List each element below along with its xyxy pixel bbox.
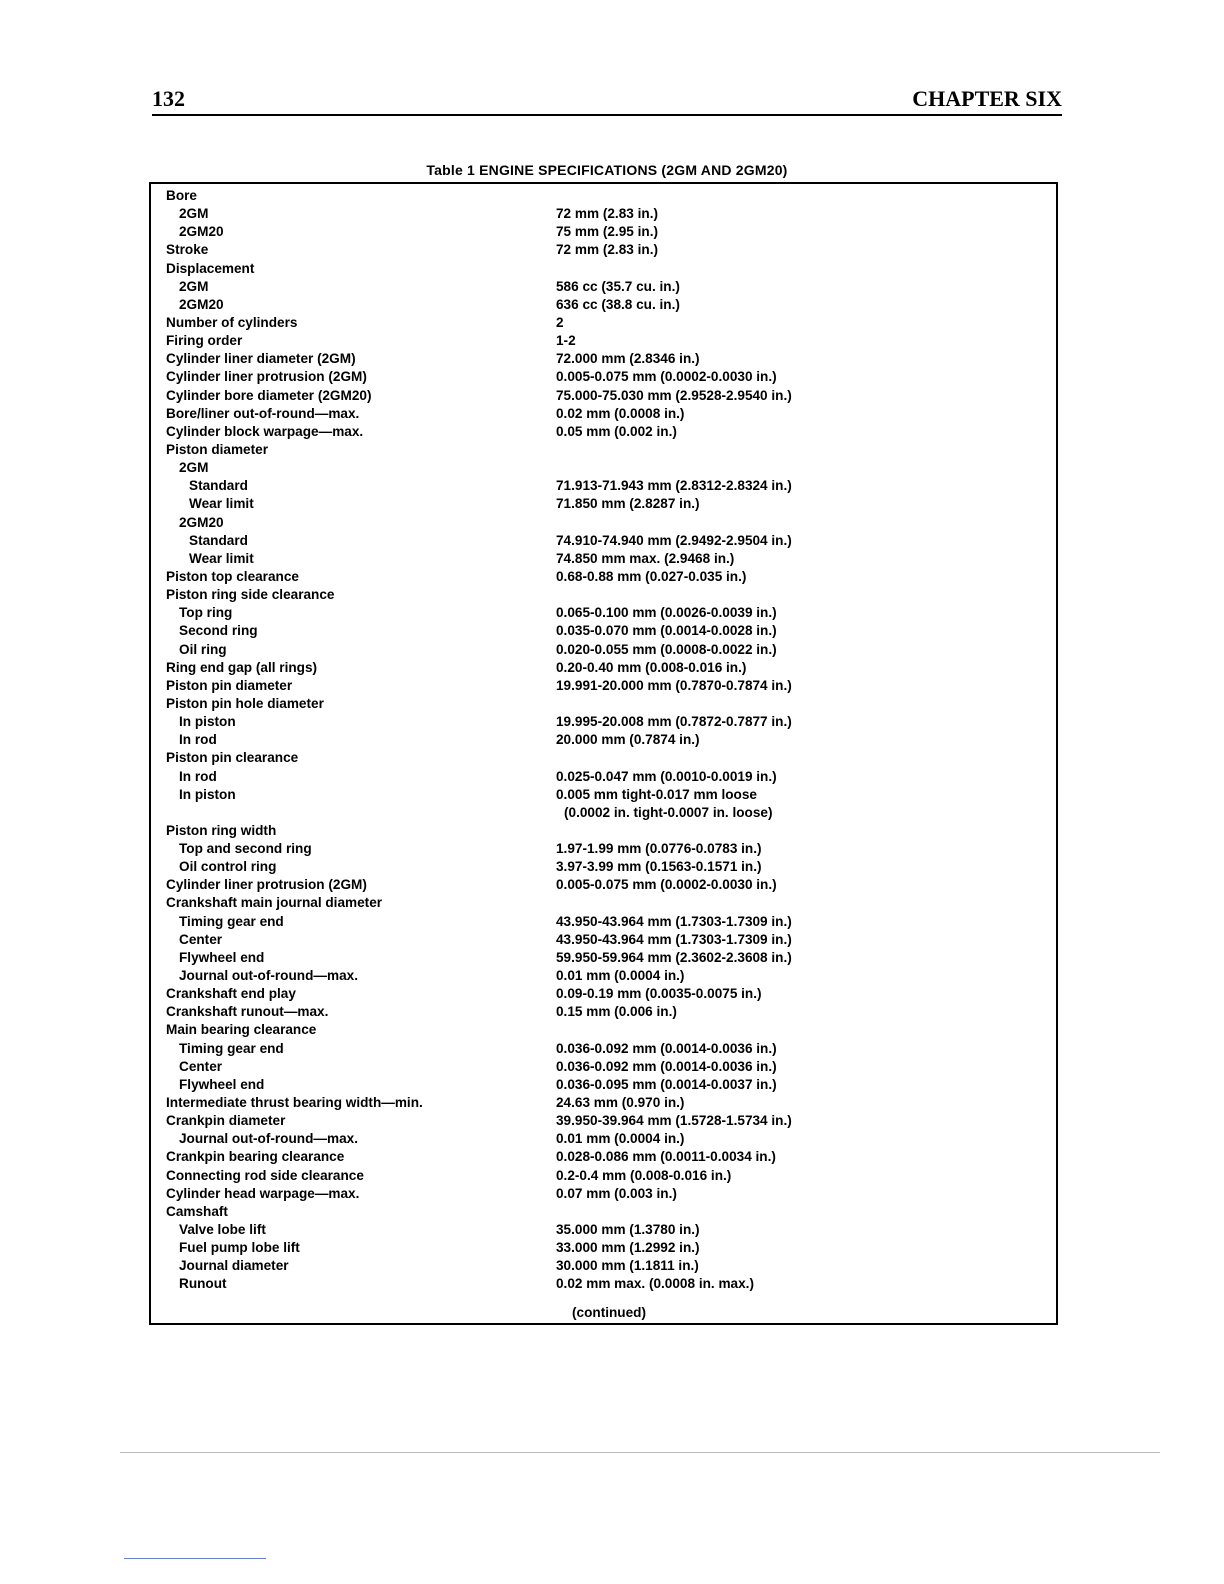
table-row — [166, 641, 1046, 659]
table-row — [166, 985, 1046, 1003]
table-row — [166, 840, 1046, 858]
table-row — [166, 931, 1046, 949]
spec-value: 35.000 mm (1.3780 in.) — [556, 1222, 700, 1238]
table-row — [166, 332, 1046, 350]
table-row — [166, 1112, 1046, 1130]
spec-value: 586 cc (35.7 cu. in.) — [556, 278, 680, 294]
spec-label: Cylinder liner protrusion (2GM) — [166, 369, 367, 385]
spec-value: 0.036-0.092 mm (0.0014-0.0036 in.) — [556, 1040, 777, 1056]
page-number: 132 — [152, 86, 185, 111]
table-row — [166, 731, 1046, 749]
spec-label: Displacement — [166, 260, 255, 276]
spec-label: Oil ring — [179, 641, 227, 657]
spec-value: 0.01 mm (0.0004 in.) — [556, 1131, 685, 1147]
table-row — [166, 586, 1046, 604]
table-row — [166, 768, 1046, 786]
chapter-title: CHAPTER SIX — [912, 86, 1062, 111]
spec-value: 20.000 mm (0.7874 in.) — [556, 732, 700, 748]
table-row — [166, 1257, 1046, 1275]
table-row — [166, 1203, 1046, 1221]
spec-value: 0.02 mm (0.0008 in.) — [556, 405, 685, 421]
table-row — [166, 949, 1046, 967]
spec-value: (0.0002 in. tight-0.0007 in. loose) — [564, 804, 773, 820]
spec-value: 39.950-39.964 mm (1.5728-1.5734 in.) — [556, 1113, 792, 1129]
spec-value: 0.005 mm tight-0.017 mm loose — [556, 786, 757, 802]
spec-value: 0.020-0.055 mm (0.0008-0.0022 in.) — [556, 641, 777, 657]
spec-label: Journal diameter — [179, 1258, 289, 1274]
spec-value: 24.63 mm (0.970 in.) — [556, 1095, 685, 1111]
spec-label: 2GM20 — [179, 514, 224, 530]
table-row — [166, 260, 1046, 278]
table-row — [166, 314, 1046, 332]
table-row — [166, 677, 1046, 695]
spec-label: Firing order — [166, 333, 243, 349]
table-row — [166, 1076, 1046, 1094]
table-row — [166, 858, 1046, 876]
spec-label: Center — [179, 1058, 223, 1074]
table-row — [166, 423, 1046, 441]
table-row — [166, 441, 1046, 459]
spec-label: Flywheel end — [179, 949, 265, 965]
spec-value: 0.07 mm (0.003 in.) — [556, 1185, 677, 1201]
table-row — [166, 876, 1046, 894]
spec-label: Journal out-of-round—max. — [179, 968, 358, 984]
table-row — [166, 187, 1046, 205]
spec-value: 0.02 mm max. (0.0008 in. max.) — [556, 1276, 754, 1292]
table-row — [166, 205, 1046, 223]
spec-label: Center — [179, 931, 223, 947]
spec-label: Number of cylinders — [166, 314, 298, 330]
spec-table — [166, 187, 1046, 1294]
spec-label: Bore/liner out-of-round—max. — [166, 405, 360, 421]
spec-label: Journal out-of-round—max. — [179, 1131, 358, 1147]
continued-note: (continued) — [572, 1305, 646, 1320]
spec-label: Crankpin diameter — [166, 1113, 286, 1129]
table-row — [166, 1167, 1046, 1185]
table-row — [166, 713, 1046, 731]
table-row — [166, 1130, 1046, 1148]
spec-label: 2GM20 — [179, 296, 224, 312]
spec-label: Piston top clearance — [166, 568, 299, 584]
spec-value: 30.000 mm (1.1811 in.) — [556, 1258, 699, 1274]
table-row — [166, 967, 1046, 985]
spec-value: 19.995-20.008 mm (0.7872-0.7877 in.) — [556, 714, 792, 730]
spec-label: Cylinder head warpage—max. — [166, 1185, 360, 1201]
spec-label: Cylinder block warpage—max. — [166, 423, 364, 439]
spec-value: 74.850 mm max. (2.9468 in.) — [556, 550, 735, 566]
table-row — [166, 241, 1046, 259]
spec-value: 0.025-0.047 mm (0.0010-0.0019 in.) — [556, 768, 777, 784]
spec-value: 0.15 mm (0.006 in.) — [556, 1004, 677, 1020]
spec-label: Wear limit — [189, 496, 254, 512]
table-row — [166, 514, 1046, 532]
table-row — [166, 1275, 1046, 1293]
spec-label: Piston pin hole diameter — [166, 695, 324, 711]
spec-value: 0.05 mm (0.002 in.) — [556, 423, 677, 439]
spec-label: Connecting rod side clearance — [166, 1167, 364, 1183]
table-row — [166, 223, 1046, 241]
spec-value: 3.97-3.99 mm (0.1563-0.1571 in.) — [556, 859, 762, 875]
spec-label: Wear limit — [189, 550, 254, 566]
table-row — [166, 622, 1046, 640]
spec-value: 72 mm (2.83 in.) — [556, 206, 658, 222]
spec-value: 0.065-0.100 mm (0.0026-0.0039 in.) — [556, 605, 777, 621]
spec-label: Crankshaft main journal diameter — [166, 895, 383, 911]
table-row — [166, 749, 1046, 767]
spec-label: Crankshaft end play — [166, 986, 296, 1002]
spec-value: 0.68-0.88 mm (0.027-0.035 in.) — [556, 568, 747, 584]
spec-label: Standard — [189, 478, 248, 494]
spec-label: Piston diameter — [166, 441, 268, 457]
table-row — [166, 296, 1046, 314]
spec-label: Piston pin clearance — [166, 750, 299, 766]
spec-value: 0.09-0.19 mm (0.0035-0.0075 in.) — [556, 986, 762, 1002]
table-row — [166, 804, 1046, 822]
spec-label: Intermediate thrust bearing width—min. — [166, 1095, 423, 1111]
spec-value: 71.913-71.943 mm (2.8312-2.8324 in.) — [556, 478, 792, 494]
spec-label: Timing gear end — [179, 1040, 284, 1056]
spec-label: Flywheel end — [179, 1076, 265, 1092]
spec-value: 2 — [556, 314, 564, 330]
spec-label: Top and second ring — [179, 841, 312, 857]
table-row — [166, 1221, 1046, 1239]
table-row — [166, 659, 1046, 677]
spec-label: Ring end gap (all rings) — [166, 659, 318, 675]
spec-label: Camshaft — [166, 1203, 228, 1219]
table-row — [166, 913, 1046, 931]
spec-value: 19.991-20.000 mm (0.7870-0.7874 in.) — [556, 677, 792, 693]
table-row — [166, 1148, 1046, 1166]
table-row — [166, 786, 1046, 804]
spec-label: Fuel pump lobe lift — [179, 1240, 300, 1256]
spec-label: Second ring — [179, 623, 258, 639]
spec-label: Valve lobe lift — [179, 1222, 266, 1238]
spec-label: Stroke — [166, 242, 209, 258]
table-row — [166, 604, 1046, 622]
table-row — [166, 1058, 1046, 1076]
spec-label: In rod — [179, 732, 217, 748]
spec-value: 72 mm (2.83 in.) — [556, 242, 658, 258]
table-row — [166, 477, 1046, 495]
table-row — [166, 1094, 1046, 1112]
spec-label: Top ring — [179, 605, 233, 621]
table-row — [166, 1185, 1046, 1203]
spec-label: Bore — [166, 188, 197, 203]
spec-value: 0.2-0.4 mm (0.008-0.016 in.) — [556, 1167, 732, 1183]
table-row — [166, 387, 1046, 405]
spec-label: In piston — [179, 786, 236, 802]
spec-value: 0.005-0.075 mm (0.0002-0.0030 in.) — [556, 369, 777, 385]
spec-value: 0.005-0.075 mm (0.0002-0.0030 in.) — [556, 877, 777, 893]
spec-value: 74.910-74.940 mm (2.9492-2.9504 in.) — [556, 532, 792, 548]
spec-value: 59.950-59.964 mm (2.3602-2.3608 in.) — [556, 949, 792, 965]
spec-value: 0.035-0.070 mm (0.0014-0.0028 in.) — [556, 623, 777, 639]
table-row — [166, 568, 1046, 586]
spec-label: Runout — [179, 1276, 227, 1292]
spec-label: In rod — [179, 768, 217, 784]
spec-value: 43.950-43.964 mm (1.7303-1.7309 in.) — [556, 913, 792, 929]
spec-value: 636 cc (38.8 cu. in.) — [556, 296, 680, 312]
table-row — [166, 1239, 1046, 1257]
spec-label: Piston ring side clearance — [166, 587, 335, 603]
spec-value: 0.036-0.092 mm (0.0014-0.0036 in.) — [556, 1058, 777, 1074]
spec-label: 2GM20 — [179, 224, 224, 240]
table-row — [166, 822, 1046, 840]
spec-label: Oil control ring — [179, 859, 277, 875]
spec-label: Cylinder liner protrusion (2GM) — [166, 877, 367, 893]
spec-value: 43.950-43.964 mm (1.7303-1.7309 in.) — [556, 931, 792, 947]
spec-label: 2GM — [179, 206, 209, 222]
table-row — [166, 278, 1046, 296]
spec-label: Piston ring width — [166, 822, 277, 838]
spec-value: 75.000-75.030 mm (2.9528-2.9540 in.) — [556, 387, 792, 403]
table-row — [166, 405, 1046, 423]
table-row — [166, 1021, 1046, 1039]
spec-value: 1-2 — [556, 333, 576, 349]
bottom-divider — [120, 1452, 1160, 1453]
spec-value: 0.036-0.095 mm (0.0014-0.0037 in.) — [556, 1076, 777, 1092]
table-row — [166, 495, 1046, 513]
table-row — [166, 894, 1046, 912]
spec-label: Cylinder bore diameter (2GM20) — [166, 387, 372, 403]
table-title: Table 1 ENGINE SPECIFICATIONS (2GM AND 2GM20) — [426, 162, 788, 178]
spec-value: 0.20-0.40 mm (0.008-0.016 in.) — [556, 659, 747, 675]
spec-label: Cylinder liner diameter (2GM) — [166, 351, 356, 367]
bottom-link-divider — [124, 1558, 266, 1559]
table-row — [166, 1003, 1046, 1021]
spec-value: 1.97-1.99 mm (0.0776-0.0783 in.) — [556, 841, 762, 857]
spec-label: Timing gear end — [179, 913, 284, 929]
spec-value: 71.850 mm (2.8287 in.) — [556, 496, 700, 512]
table-row — [166, 695, 1046, 713]
page-header — [152, 86, 1062, 116]
spec-label: 2GM — [179, 460, 209, 476]
table-row — [166, 350, 1046, 368]
spec-value: 0.01 mm (0.0004 in.) — [556, 968, 685, 984]
spec-label: Main bearing clearance — [166, 1022, 317, 1038]
spec-label: In piston — [179, 714, 236, 730]
spec-label: Crankpin bearing clearance — [166, 1149, 345, 1165]
spec-label: 2GM — [179, 278, 209, 294]
spec-label: Piston pin diameter — [166, 677, 293, 693]
spec-value: 33.000 mm (1.2992 in.) — [556, 1240, 700, 1256]
table-row — [166, 1040, 1046, 1058]
spec-value: 75 mm (2.95 in.) — [556, 224, 658, 240]
table-row — [166, 368, 1046, 386]
table-row — [166, 550, 1046, 568]
spec-value: 72.000 mm (2.8346 in.) — [556, 351, 700, 367]
spec-value: 0.028-0.086 mm (0.0011-0.0034 in.) — [556, 1149, 776, 1165]
table-row — [166, 532, 1046, 550]
spec-label: Crankshaft runout—max. — [166, 1004, 329, 1020]
table-row — [166, 459, 1046, 477]
spec-label: Standard — [189, 532, 248, 548]
